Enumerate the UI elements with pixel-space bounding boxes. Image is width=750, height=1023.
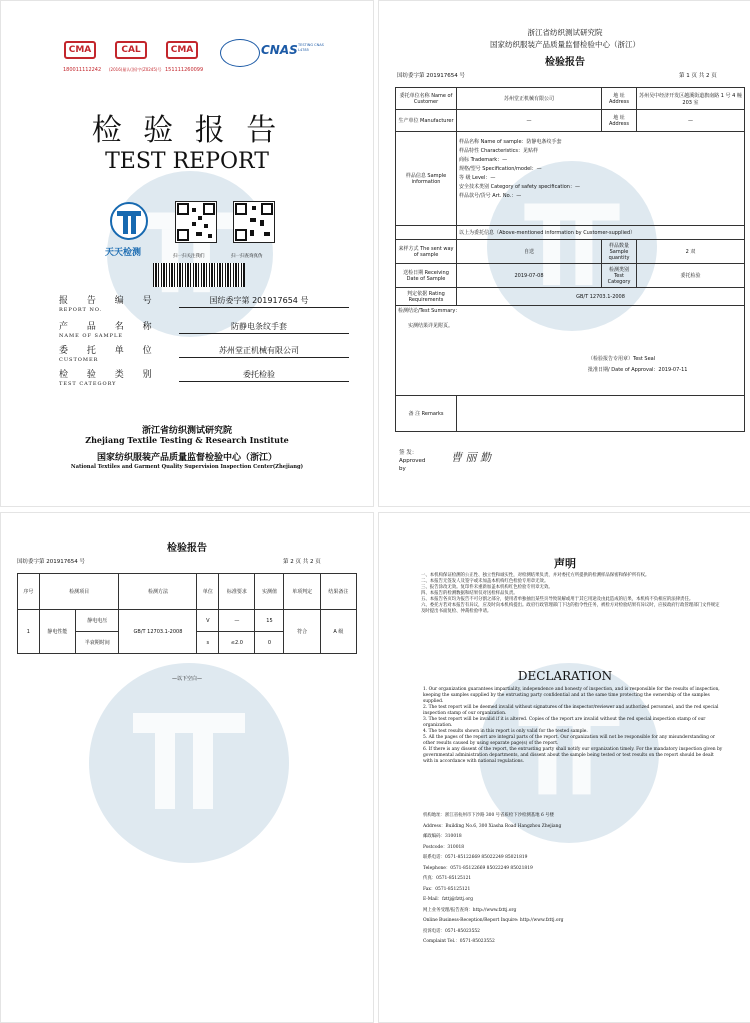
declaration-item: 4. The test results shown in this report is only valid for the tested sample. (423, 729, 588, 734)
qr-follow-caption: 扫一扫关注我们 (173, 254, 205, 259)
customer-sublabel: CUSTOMER (59, 357, 99, 363)
title-en: TEST REPORT (105, 149, 269, 174)
statement-item: 六、委托方若对本报告有异议，应及时向本机构提出。政府行政管理部门下达的指令性任务，被检方对检验结果有异议时，应按政府行政管理部门文件规定及时提出书面复检、仲裁检验申请。 (421, 603, 720, 614)
statement-item: 一、本机构保证检测的公正性、独立性和诚实性，对检测结果负责，并对委托方所提供的检测样品保密和保护所有权。 (421, 573, 650, 578)
col-requirement: 标准要求 (219, 574, 255, 610)
statements-cn (421, 573, 721, 615)
sent-way-value: 自送 (457, 240, 602, 264)
watermark-logo (89, 663, 289, 863)
address-value: 苏州吴中经济开发区越溪街道旗南路 1 号 4 幢 203 室 (637, 88, 745, 110)
col-no: 序号 (18, 574, 40, 610)
declaration-item: 5. All the pages of the report are integral parts of the report. Our organization will not be responsible for any misunderstanding or other results caused by using separate page(s) of the report. (423, 735, 716, 746)
customer-value: 苏州堂正机械有限公司 (457, 88, 602, 110)
declaration-item: 1. Our organization guarantees impartiality, independence and honesty of inspection, and is responsible for the results of inspection, keeping the samples supplied by the entrusting party confidential and at the same time protecting the ownership of the samples supplied. (423, 687, 720, 704)
summary-cell (396, 306, 745, 396)
qr-follow-icon (176, 202, 216, 242)
qr-verify-caption: 扫一扫查询真伪 (231, 254, 263, 259)
sample-line: 样品款号/货号 Art. No.：— (459, 193, 522, 199)
sample-line: 安全技术类别 Category of safety specification：— (459, 184, 580, 190)
declaration-item: 2. The test report will be deemed invalid without signatures of the inspector/reviewer and authorized personnel, and the red special inspection stamp of our organization. (423, 705, 719, 716)
brand-mark-icon (107, 201, 151, 245)
approved-by-label: 签 发： Approved by (399, 450, 426, 472)
signature: 曹 丽 勤 (451, 451, 491, 464)
col-item: 检测项目 (39, 574, 119, 610)
report-no-label: 报 告 编 号 (59, 296, 160, 306)
cnas-logo: CNAS TESTING CNAS L4785 (261, 43, 324, 57)
col-method: 检测方法 (119, 574, 197, 610)
sample-info-label: 样品信息 Sample information (396, 132, 457, 226)
requirements-value: GB/T 12703.1-2008 (457, 288, 745, 306)
customer-value: 苏州堂正机械有限公司 (219, 346, 299, 355)
qr-code-verify (233, 201, 275, 243)
statement-item: 四、本报告的检测数据和结果仅对送检样品负责。 (421, 591, 518, 596)
receiving-date-label: 送检日期 Receiving Date of Sample (396, 264, 457, 288)
table-header-row (18, 574, 357, 610)
header-institute: 浙江省纺织测试研究院 (527, 28, 603, 37)
declaration-item: 3. The test report will be invalid if it is altered. Copies of the report are invalid without the red special inspection stamp of our organization. (423, 717, 706, 728)
brand-name: 天天检测 (105, 248, 142, 258)
page-title: 检验报告 (167, 543, 207, 554)
table-row: 半衰期时间 s ≤2.0 0 (18, 632, 357, 654)
remarks-label: 备 注 Remarks (396, 396, 457, 432)
address2-value: — (637, 110, 745, 132)
page-number: 第 2 页 共 2 页 (283, 559, 321, 565)
contact-line: Telephone：0571-85122669 85022249 85021819 (423, 865, 533, 871)
summary-label: 检测结论/Test Summary： (398, 308, 461, 314)
statement-item: 二、本报告无签发人及签字或未加盖本机构红色检验专用章无效。 (421, 579, 549, 584)
test-category-sublabel: TEST CATEGORY (59, 381, 117, 387)
test-category-label: 检 验 类 别 (59, 370, 160, 380)
sample-name-sublabel: NAME OF SAMPLE (59, 333, 123, 339)
sample-line: 规格/型号 Specification/model：— (459, 166, 542, 172)
customer-label: 委托单位名称 Name of Customer (396, 88, 457, 110)
contact-line: Postcode：310018 (423, 844, 465, 850)
declaration-item: 6. If there is any dissent of the report, the entrusting party shall notify our organization timely. For the mandatory inspection given by governmental administration departments, and dissent about the sample being tested or test results on the report should be dealt with in accordance with national regulations. (423, 747, 723, 764)
center-en: National Textiles and Garment Quality Supervision Inspection Center(Zhejiang) (70, 464, 304, 470)
report-page-2 (0, 512, 374, 1023)
cover-page (0, 0, 374, 507)
contact-line: 邮政编码：310018 (423, 834, 462, 839)
contact-line: Address：Building No.6, 300 Xiasha Road Hangzhou Zhejiang (423, 823, 562, 829)
qr-verify-icon (234, 202, 274, 242)
summary-text: 实测结果详见附页。 (408, 323, 454, 329)
sent-way-label: 来样方式 The sent way of sample (396, 240, 457, 264)
approval-date: 批准日期/ Date of Approval：2019-07-11 (588, 367, 688, 373)
statement-title: 声明 (554, 557, 576, 570)
institute-en: Zhejiang Textile Testing & Research Institute (85, 435, 289, 445)
contact-line: Fax：0571-85125121 (423, 886, 471, 892)
sample-info-cell (457, 132, 745, 226)
ilac-icon (220, 39, 260, 67)
result-table (17, 573, 357, 654)
institute-cn: 浙江省纺织测试研究院 (141, 426, 232, 436)
declaration-page (378, 512, 750, 1023)
cma-logo-1: CMA 180011112242 (64, 41, 96, 63)
qr-code-follow (175, 201, 217, 243)
report-no-row (59, 293, 329, 319)
statement-item: 三、报告涂改无效。复印件未重新加盖本机构红色检验专用章无效。 (421, 585, 553, 590)
address2-label: 地 址 Address (602, 110, 637, 132)
sample-line: 商标 Trademark：— (459, 157, 508, 163)
report-no: 国纺委字第 201917654 号 (17, 559, 85, 565)
sample-name-row (59, 319, 329, 345)
receiving-date-value: 2019-07-08 (457, 264, 602, 288)
col-remark: 结果备注 (320, 574, 356, 610)
report-table (395, 87, 745, 432)
statements-en (423, 687, 723, 765)
test-category-value: 委托检验 (243, 370, 275, 379)
table-row: 1 静电性能 静电电压 GB/T 12703.1-2008 V — 15 符合 A 级 (18, 610, 357, 632)
col-value: 实测值 (255, 574, 284, 610)
contact-line: 网上业务受理/报告查询：http://www.fzttj.org (423, 907, 517, 913)
sample-line: 样品特性 Characteristics：见贴样 (459, 148, 538, 154)
page-number: 第 1 页 共 2 页 (679, 73, 717, 79)
sample-name-label: 产 品 名 称 (59, 322, 160, 332)
customer-supplied-note: 以上为委托信息（Above-mentioned information by Customer-supplied） (457, 226, 745, 240)
quantity-value: 2 双 (637, 240, 745, 264)
watermark-mark-icon (89, 663, 289, 863)
barcode (153, 263, 245, 287)
brand-logo (107, 201, 151, 245)
report-page-1 (378, 0, 750, 507)
contact-line: 传真：0571-85125121 (423, 876, 472, 881)
center-cn: 国家纺织服装产品质量监督检验中心（浙江） (96, 453, 277, 463)
customer-row (59, 343, 329, 369)
contact-line: Online Business-Reception/Report Inquire: http://www.fzttj.org (423, 918, 564, 923)
cma-logo-2: CMA 151111260099 (166, 41, 198, 63)
test-category-row (59, 367, 329, 393)
title-cn: 检 验 报 告 (91, 113, 283, 148)
contact-line: E-Mail：fzttj@fzttj.org (423, 897, 474, 902)
contact-line: Complaint Tel.：0571-85023552 (423, 939, 495, 944)
test-category-label: 检测类别 Test Category (602, 264, 637, 288)
report-no-value: 国纺委字第 201917654 号 (209, 296, 309, 305)
statement-item: 五、本报告各页均为报告不可分割之部分，使用者单独抽出某些页导致误解或用于其它用途及由此造成的后果，本机构不负相应的法律责任。 (421, 597, 694, 602)
sample-name-value: 防静电条纹手套 (231, 322, 287, 331)
declaration-title: DECLARATION (517, 669, 613, 683)
contact-line: 投诉电话：0571-85023552 (423, 928, 480, 934)
address-label: 地 址 Address (602, 88, 637, 110)
report-no-sublabel: REPORT NO. (59, 307, 103, 313)
manufacturer-value: — (457, 110, 602, 132)
header-center: 国家纺织服装产品质量监督检验中心（浙江） (490, 40, 640, 49)
customer-label: 委 托 单 位 (59, 346, 160, 356)
test-category-value: 委托检验 (637, 264, 745, 288)
page-title: 检验报告 (545, 57, 585, 68)
end-of-content: —以下空白— (171, 676, 202, 682)
col-unit: 单位 (197, 574, 219, 610)
requirements-label: 判定依据 Rating Requirements (396, 288, 457, 306)
contact-line: 机构地址：浙江省杭州市下沙路 300 号省质检下沙检测基地 6 号楼 (423, 813, 554, 818)
cal-logo: CAL (2016)量认(浙)字(Z0245)号 (115, 41, 147, 63)
col-judge: 单项判定 (284, 574, 320, 610)
report-no: 国纺委字第 201917654 号 (397, 73, 465, 79)
sample-line: 样品名称 Name of sample：防静电条纹手套 (459, 139, 562, 145)
test-seal: （检验报告专用章）Test Seal (588, 356, 656, 362)
contact-block (423, 811, 733, 948)
contact-line: 联系电话：0571-85122669 85022249 85021819 (423, 855, 528, 860)
sample-line: 等 级 Level：— (459, 175, 496, 181)
manufacturer-label: 生产单位 Manufacturer (396, 110, 457, 132)
quantity-label: 样品数量 Sample quantity (602, 240, 637, 264)
